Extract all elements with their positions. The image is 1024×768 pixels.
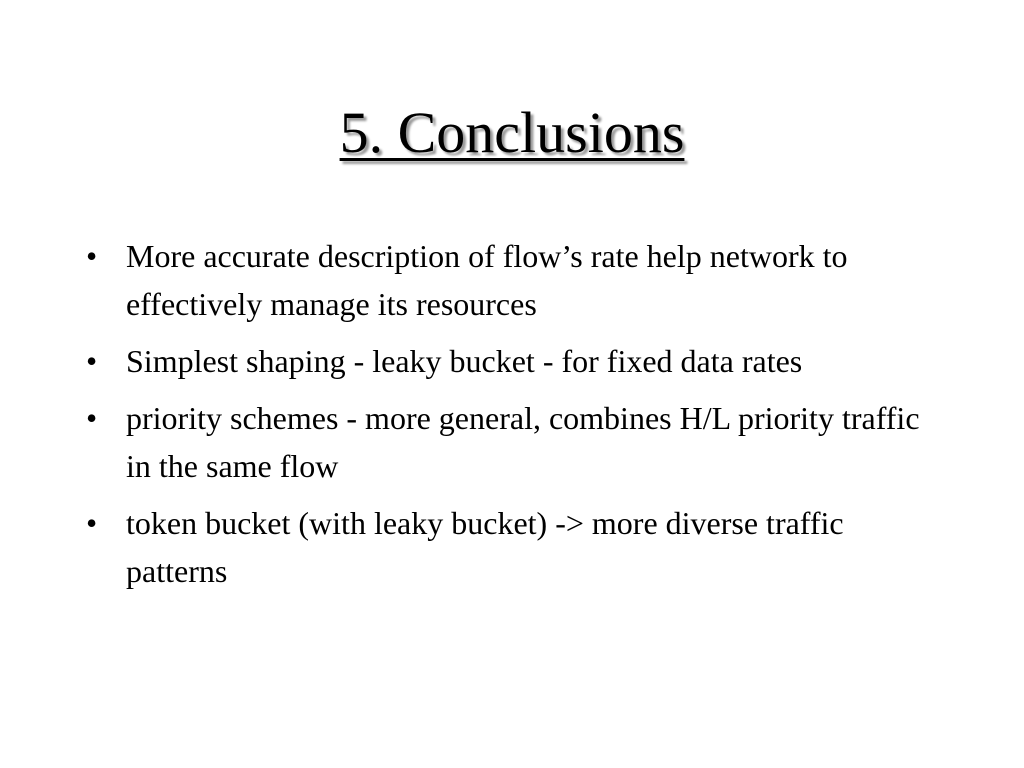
bullet-text: token bucket (with leaky bucket) -> more diverse traffic patterns bbox=[126, 505, 844, 589]
slide-title: 5. Conclusions bbox=[339, 100, 685, 165]
bullet-list bbox=[86, 232, 946, 604]
bullet-item bbox=[86, 337, 946, 385]
bullet-icon: • bbox=[86, 400, 98, 436]
bullet-icon: • bbox=[86, 238, 98, 274]
bullet-icon: • bbox=[86, 343, 98, 379]
bullet-text: priority schemes - more general, combines H/L priority traffic in the same flow bbox=[126, 400, 920, 484]
bullet-icon: • bbox=[86, 505, 98, 541]
bullet-text: Simplest shaping - leaky bucket - for fixed data rates bbox=[126, 343, 803, 379]
bullet-text: More accurate description of flow’s rate help network to effectively manage its resources bbox=[126, 238, 848, 322]
bullet-item bbox=[86, 232, 946, 328]
bullet-item bbox=[86, 499, 946, 595]
bullet-item bbox=[86, 394, 946, 490]
